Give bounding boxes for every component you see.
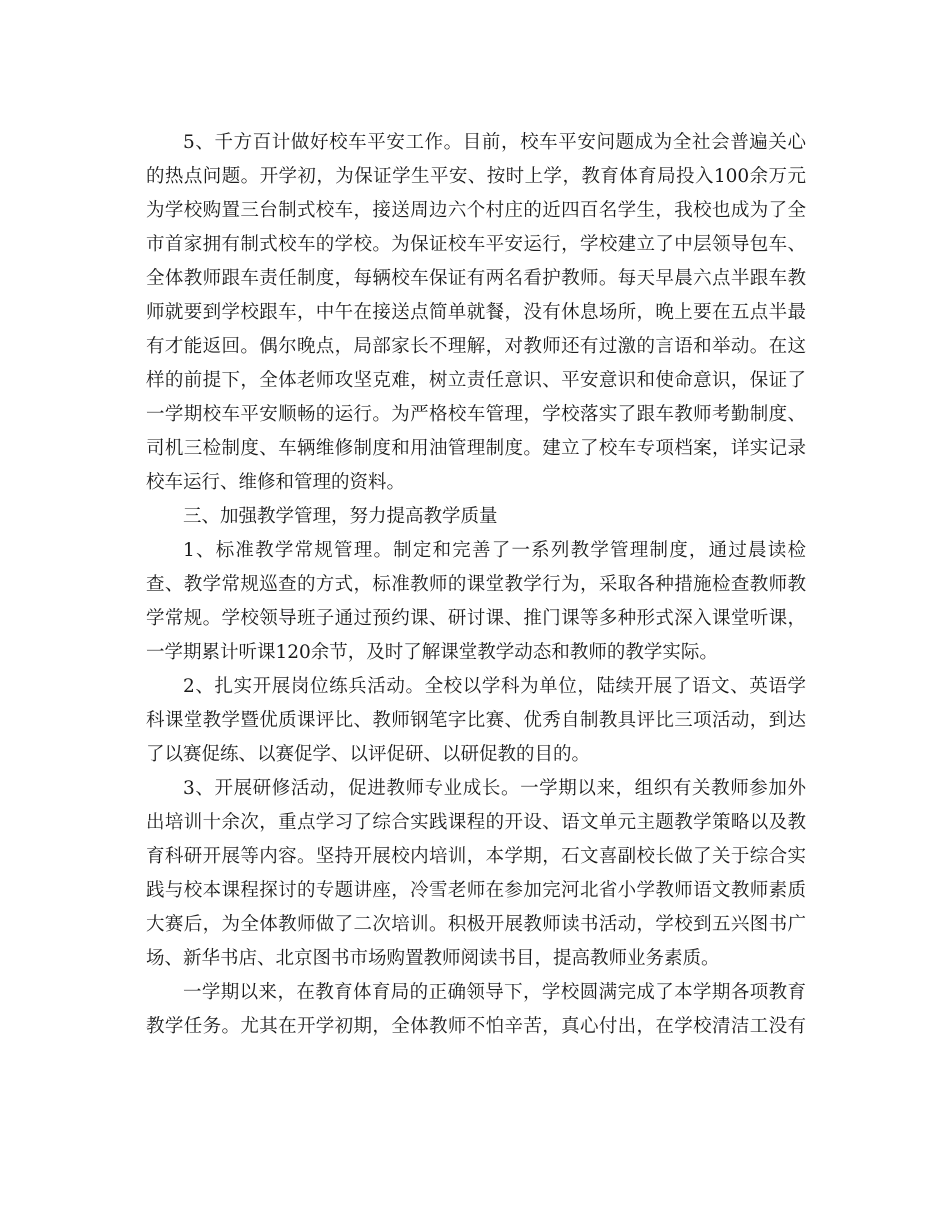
text-line: 一学期累计听课120余节，及时了解课堂教学动态和教师的教学实际。 xyxy=(146,642,718,663)
text-line: 5、千方百计做好校车平安工作。目前，校车平安问题成为全社会普遍关心 xyxy=(183,132,806,153)
paragraph-teacher-development xyxy=(146,772,806,976)
text-line: 场、新华书店、北京图书市场购置教师阅读书目，提高教师业务素质。 xyxy=(146,948,720,969)
text-line: 了以赛促练、以赛促学、以评促研、以研促教的目的。 xyxy=(146,744,591,765)
text-line: 育科研开展等内容。坚持开展校内培训，本学期，石文喜副校长做了关于综合实 xyxy=(146,846,806,867)
text-line: 校车运行、维修和管理的资料。 xyxy=(146,472,406,493)
text-line: 三、加强教学管理，努力提高教学质量 xyxy=(183,506,498,527)
text-line: 3、开展研修活动，促进教师专业成长。一学期以来，组织有关教师参加外 xyxy=(183,778,806,799)
document-body xyxy=(146,126,806,1044)
text-line: 科课堂教学暨优质课评比、教师钢笔字比赛、优秀自制教具评比三项活动，到达 xyxy=(146,710,806,731)
text-line: 一学期以来，在教育体育局的正确领导下，学校圆满完成了本学期各项教育 xyxy=(183,982,806,1003)
text-line: 大赛后，为全体教师做了二次培训。积极开展教师读书活动，学校到五兴图书广 xyxy=(146,914,806,935)
text-line: 出培训十余次，重点学习了综合实践课程的开设、语文单元主题教学策略以及教 xyxy=(146,812,806,833)
text-line: 查、教学常规巡查的方式，标准教师的课堂教学行为，采取各种措施检查教师教 xyxy=(146,574,806,595)
text-line: 司机三检制度、车辆维修制度和用油管理制度。建立了校车专项档案，详实记录 xyxy=(146,438,806,459)
text-line: 2、扎实开展岗位练兵活动。全校以学科为单位，陆续开展了语文、英语学 xyxy=(183,676,806,697)
text-line: 为学校购置三台制式校车，接送周边六个村庄的近四百名学生，我校也成为了全 xyxy=(146,200,806,221)
paragraph-school-bus-safety xyxy=(146,126,806,500)
paragraph-semester-summary xyxy=(146,976,806,1044)
section-heading-teaching-management xyxy=(146,500,806,534)
text-line: 的热点问题。开学初，为保证学生平安、按时上学，教育体育局投入100余万元 xyxy=(146,166,806,187)
text-line: 一学期校车平安顺畅的运行。为严格校车管理，学校落实了跟车教师考勤制度、 xyxy=(146,404,806,425)
text-line: 教学任务。尤其在开学初期，全体教师不怕辛苦，真心付出，在学校清洁工没有 xyxy=(146,1016,806,1037)
text-line: 学常规。学校领导班子通过预约课、研讨课、推门课等多种形式深入课堂听课， xyxy=(146,608,806,629)
text-line: 1、标准教学常规管理。制定和完善了一系列教学管理制度，通过晨读检 xyxy=(183,540,806,561)
text-line: 有才能返回。偶尔晚点，局部家长不理解，对教师还有过激的言语和举动。在这 xyxy=(146,336,806,357)
text-line: 践与校本课程探讨的专题讲座，冷雪老师在参加完河北省小学教师语文教师素质 xyxy=(146,880,806,901)
text-line: 师就要到学校跟车，中午在接送点简单就餐，没有休息场所，晚上要在五点半最 xyxy=(146,302,806,323)
paragraph-job-training xyxy=(146,670,806,772)
paragraph-teaching-routine xyxy=(146,534,806,670)
text-line: 全体教师跟车责任制度，每辆校车保证有两名看护教师。每天早晨六点半跟车教 xyxy=(146,268,806,289)
text-line: 样的前提下，全体老师攻坚克难，树立责任意识、平安意识和使命意识，保证了 xyxy=(146,370,806,391)
text-line: 市首家拥有制式校车的学校。为保证校车平安运行，学校建立了中层领导包车、 xyxy=(146,234,806,255)
